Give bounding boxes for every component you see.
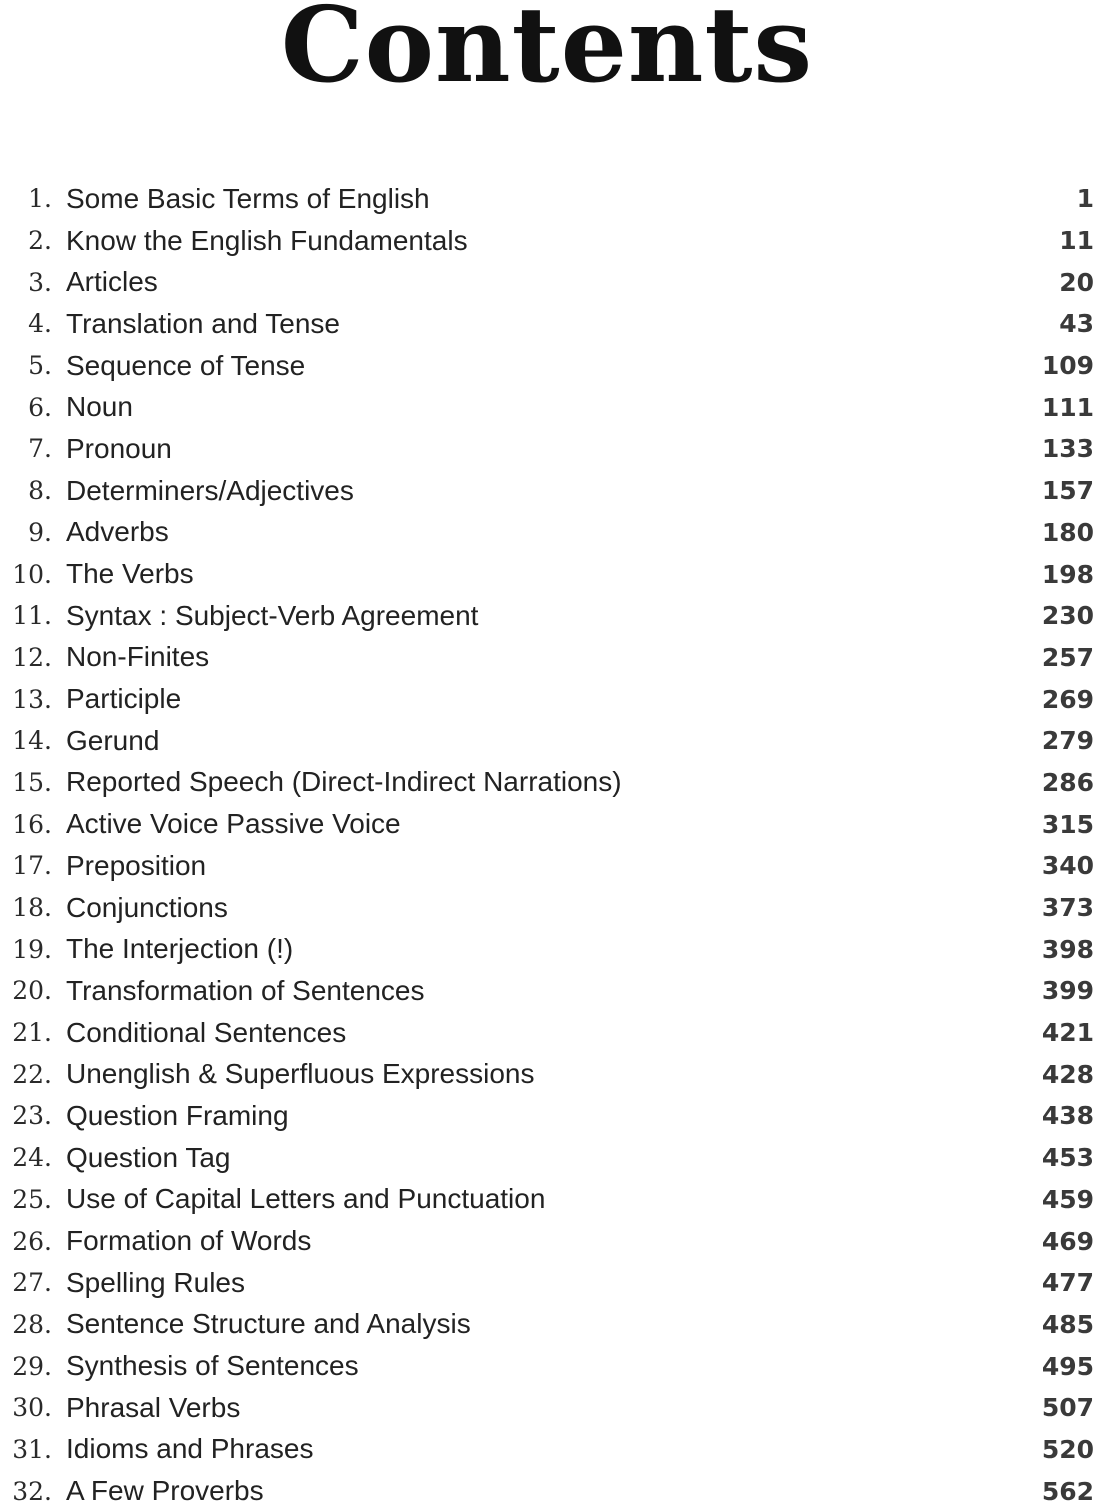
chapter-number: 26. [12, 1226, 52, 1256]
toc-entry [0, 803, 1094, 845]
chapter-title: Conjunctions [66, 891, 228, 923]
toc-entry [0, 220, 1094, 262]
page-number: 269 [1041, 684, 1094, 714]
chapter-title: Use of Capital Letters and Punctuation [66, 1183, 546, 1215]
chapter-number: 12. [12, 642, 52, 672]
chapter-title: Pronoun [66, 432, 172, 464]
page-number: 133 [1041, 434, 1094, 464]
chapter-title: Active Voice Passive Voice [66, 808, 401, 840]
chapter-number: 27. [12, 1268, 52, 1298]
page-number: 230 [1041, 601, 1094, 631]
chapter-title: Idioms and Phrases [66, 1433, 314, 1465]
chapter-title: Formation of Words [66, 1225, 312, 1257]
chapter-title: Question Tag [66, 1141, 231, 1173]
table-of-contents [0, 178, 1094, 1512]
page-number: 279 [1041, 726, 1094, 756]
toc-entry [0, 553, 1094, 595]
chapter-title: Phrasal Verbs [66, 1391, 241, 1423]
page-number: 43 [1059, 309, 1094, 339]
toc-entry [0, 1470, 1094, 1512]
page-number: 469 [1041, 1226, 1094, 1256]
chapter-number: 25. [12, 1184, 52, 1214]
chapter-number: 32. [12, 1476, 52, 1506]
toc-entry [0, 386, 1094, 428]
chapter-title: Articles [66, 266, 158, 298]
chapter-number: 23. [12, 1101, 52, 1131]
chapter-number: 30. [12, 1393, 52, 1423]
chapter-number: 11. [12, 601, 52, 631]
chapter-title: Determiners/Adjectives [66, 474, 354, 506]
page-number: 507 [1041, 1393, 1094, 1423]
page-number: 157 [1041, 476, 1094, 506]
chapter-number: 28. [12, 1309, 52, 1339]
chapter-title: Gerund [66, 724, 160, 756]
page-number: 286 [1041, 767, 1094, 797]
page-number: 520 [1041, 1434, 1094, 1464]
page-number: 562 [1041, 1476, 1094, 1506]
chapter-number: 9. [28, 517, 52, 547]
page-title: Contents [280, 0, 814, 106]
page-number: 340 [1041, 851, 1094, 881]
chapter-title: Spelling Rules [66, 1266, 245, 1298]
toc-entry [0, 1220, 1094, 1262]
chapter-number: 2. [28, 226, 52, 256]
chapter-number: 7. [28, 434, 52, 464]
chapter-title: Non-Finites [66, 641, 210, 673]
chapter-number: 22. [12, 1059, 52, 1089]
chapter-title: Unenglish & Superfluous Expressions [66, 1058, 535, 1090]
page-number: 373 [1041, 893, 1094, 923]
chapter-title: Transformation of Sentences [66, 974, 425, 1006]
chapter-title: The Verbs [66, 558, 194, 590]
chapter-number: 17. [12, 851, 52, 881]
page-number: 315 [1041, 809, 1094, 839]
chapter-title: Reported Speech (Direct-Indirect Narrations) [66, 766, 622, 798]
chapter-title: The Interjection (!) [66, 933, 294, 965]
chapter-title: Noun [66, 391, 133, 423]
chapter-number: 21. [12, 1018, 52, 1048]
toc-entry [0, 1387, 1094, 1429]
page-number: 111 [1041, 392, 1094, 422]
page-number: 399 [1041, 976, 1094, 1006]
page-number: 459 [1041, 1184, 1094, 1214]
toc-entry [0, 970, 1094, 1012]
toc-entry [0, 762, 1094, 804]
chapter-number: 16. [12, 809, 52, 839]
chapter-number: 13. [12, 684, 52, 714]
toc-entry [0, 1053, 1094, 1095]
toc-entry [0, 1429, 1094, 1471]
page-number: 438 [1041, 1101, 1094, 1131]
chapter-number: 4. [28, 309, 52, 339]
chapter-title: Adverbs [66, 516, 169, 548]
chapter-number: 19. [12, 934, 52, 964]
toc-entry [0, 678, 1094, 720]
chapter-number: 5. [28, 351, 52, 381]
toc-entry [0, 1304, 1094, 1346]
toc-entry [0, 928, 1094, 970]
toc-entry [0, 345, 1094, 387]
chapter-title: Sequence of Tense [66, 349, 306, 381]
chapter-title: Translation and Tense [66, 307, 340, 339]
chapter-number: 18. [12, 893, 52, 923]
chapter-number: 3. [28, 267, 52, 297]
toc-entry [0, 1262, 1094, 1304]
page-number: 477 [1041, 1268, 1094, 1298]
page-number: 11 [1059, 226, 1094, 256]
chapter-number: 14. [12, 726, 52, 756]
toc-entry [0, 470, 1094, 512]
toc-entry [0, 637, 1094, 679]
chapter-title: Synthesis of Sentences [66, 1350, 359, 1382]
page-number: 495 [1041, 1351, 1094, 1381]
chapter-title: Preposition [66, 849, 207, 881]
chapter-title: Some Basic Terms of English [66, 182, 430, 214]
toc-entry [0, 512, 1094, 554]
toc-entry [0, 845, 1094, 887]
chapter-title: Conditional Sentences [66, 1016, 347, 1048]
page-number: 485 [1041, 1309, 1094, 1339]
chapter-number: 6. [28, 392, 52, 422]
toc-entry [0, 428, 1094, 470]
chapter-number: 24. [12, 1143, 52, 1173]
toc-entry [0, 1345, 1094, 1387]
page-number: 428 [1041, 1059, 1094, 1089]
chapter-title: Participle [66, 683, 182, 715]
chapter-number: 10. [12, 559, 52, 589]
page-number: 257 [1041, 642, 1094, 672]
chapter-number: 20. [12, 976, 52, 1006]
toc-entry [0, 178, 1094, 220]
chapter-number: 8. [28, 476, 52, 506]
page-number: 109 [1041, 351, 1094, 381]
page-number: 398 [1041, 934, 1094, 964]
page-number: 453 [1041, 1143, 1094, 1173]
toc-entry [0, 1137, 1094, 1179]
page-number: 1 [1076, 184, 1094, 214]
toc-entry [0, 887, 1094, 929]
chapter-title: Syntax : Subject-Verb Agreement [66, 599, 479, 631]
toc-entry [0, 720, 1094, 762]
chapter-title: Know the English Fundamentals [66, 224, 468, 256]
chapter-title: A Few Proverbs [66, 1475, 264, 1507]
chapter-number: 15. [12, 767, 52, 797]
toc-entry [0, 1012, 1094, 1054]
page-number: 20 [1059, 267, 1094, 297]
toc-entry [0, 1179, 1094, 1221]
chapter-number: 1. [28, 184, 52, 214]
toc-entry [0, 1095, 1094, 1137]
page-number: 180 [1041, 517, 1094, 547]
chapter-number: 31. [12, 1434, 52, 1464]
toc-entry [0, 595, 1094, 637]
toc-entry [0, 303, 1094, 345]
page-number: 198 [1041, 559, 1094, 589]
page-number: 421 [1041, 1018, 1094, 1048]
chapter-title: Sentence Structure and Analysis [66, 1308, 471, 1340]
toc-entry [0, 261, 1094, 303]
chapter-title: Question Framing [66, 1099, 289, 1131]
chapter-number: 29. [12, 1351, 52, 1381]
